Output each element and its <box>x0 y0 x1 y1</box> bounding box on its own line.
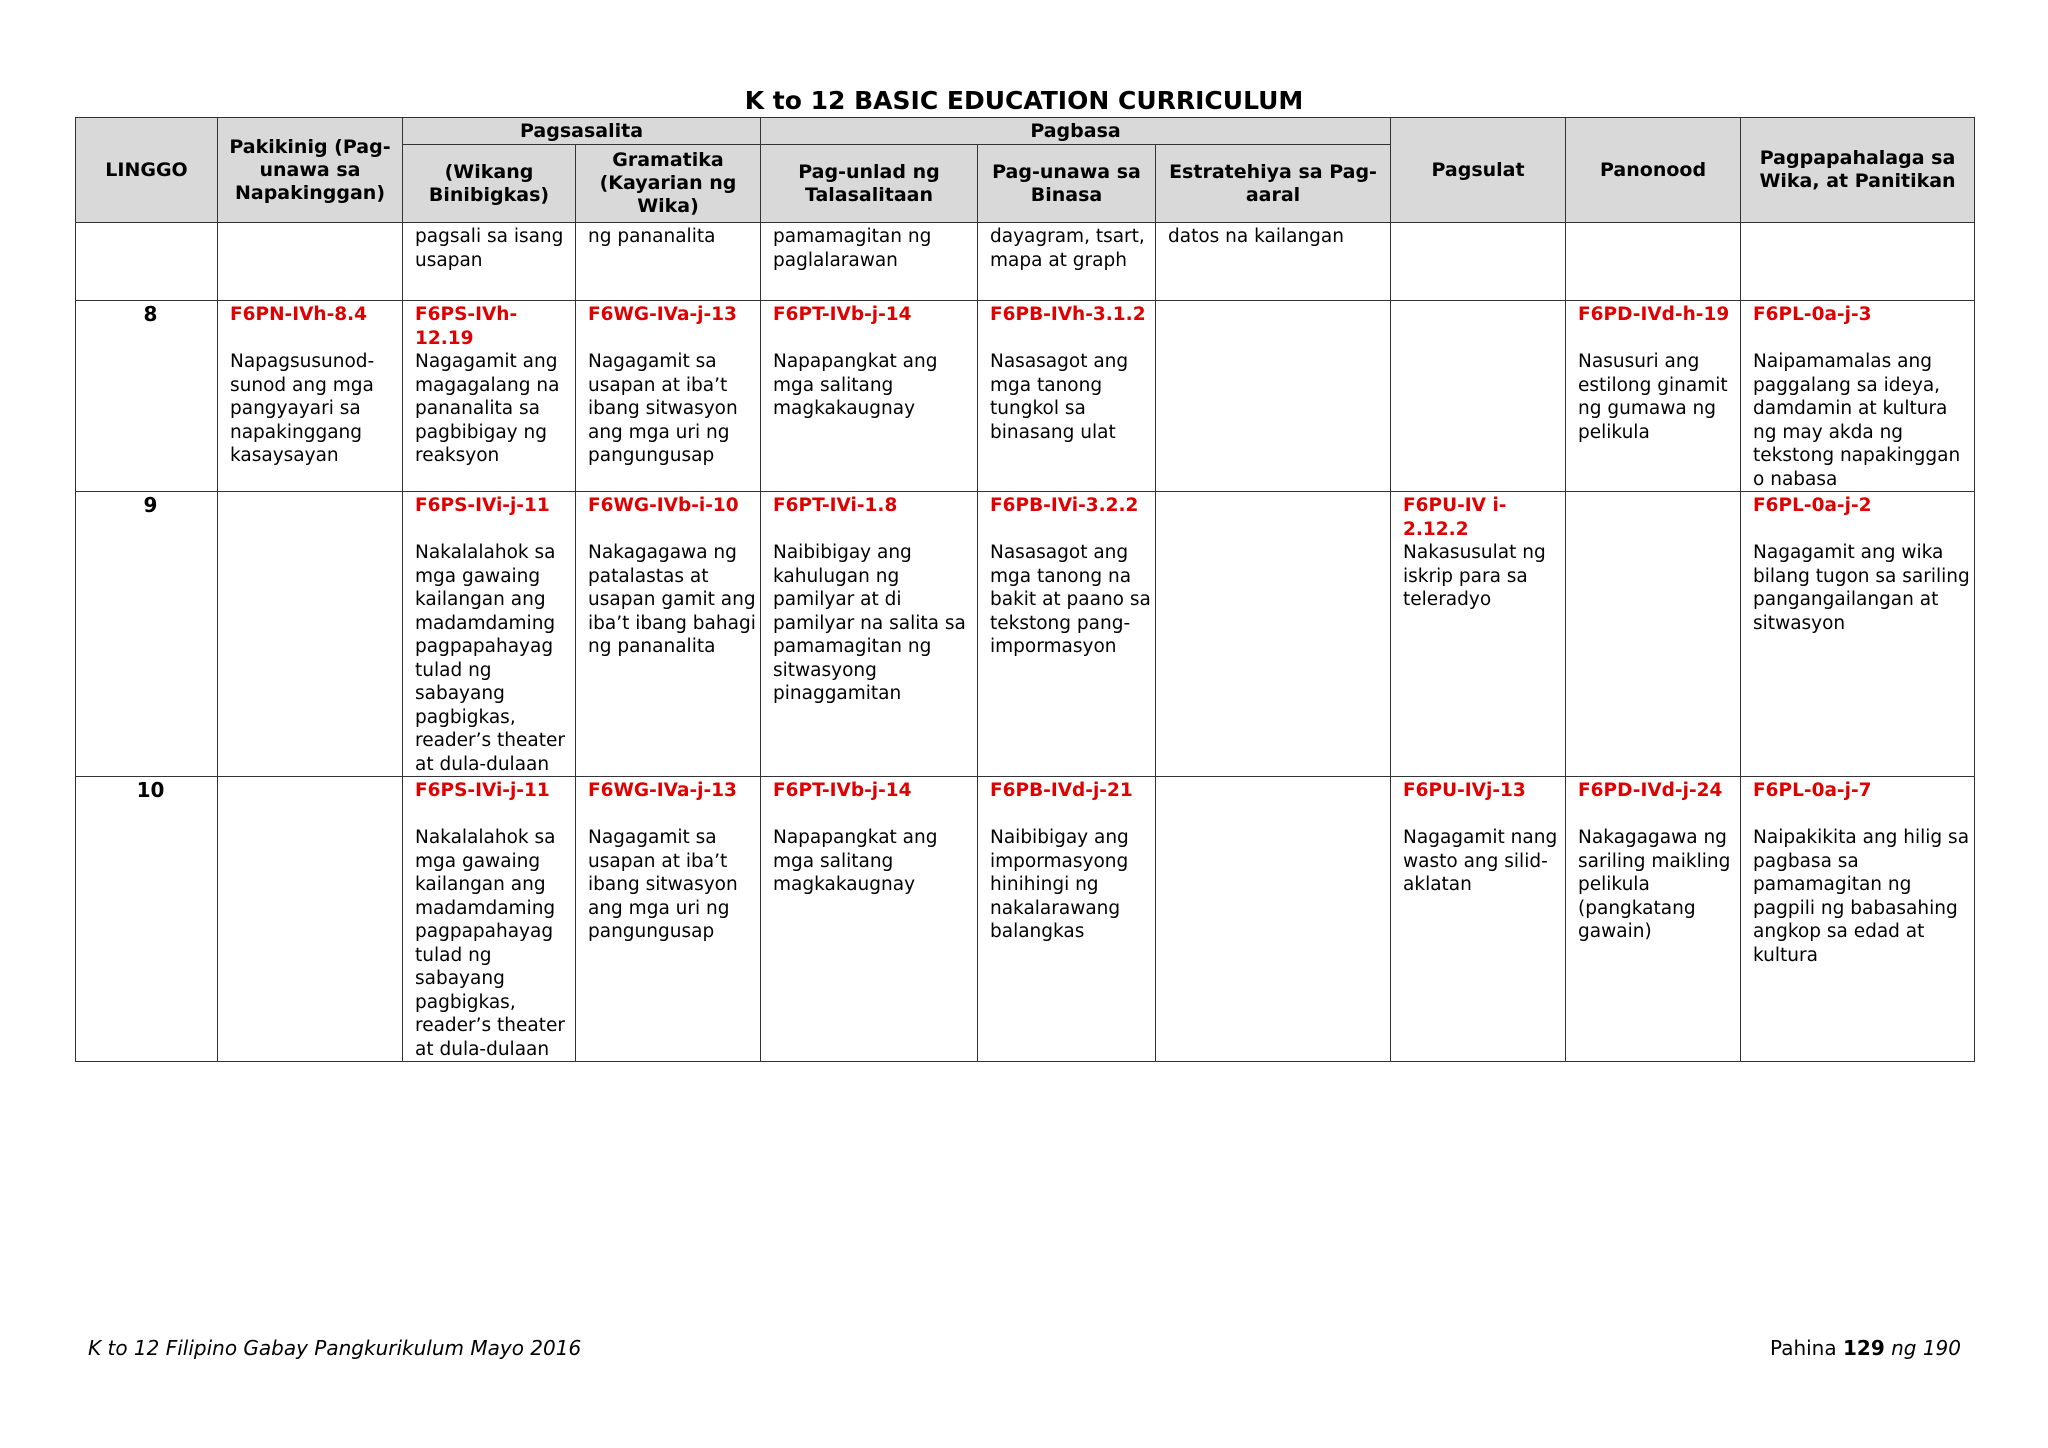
cell-text: pamamagitan ng paglalarawan <box>773 226 932 271</box>
page-label: Pahina <box>1770 1336 1837 1360</box>
table-row-week-8 <box>76 301 1975 492</box>
cell-gramatika <box>576 301 761 492</box>
cell <box>1566 223 1741 301</box>
header-pagsasalita: Pagsasalita <box>403 118 761 145</box>
cell-text: datos na kailangan <box>1168 226 1344 247</box>
competency-code: F6WG-IVa-j-13 <box>588 780 737 801</box>
competency-text: Nagagamit ang wika bilang tugon sa sariling pangangailangan at sitwasyon <box>1753 542 1970 634</box>
week-number: 10 <box>76 777 218 1062</box>
header-pagbasa: Pagbasa <box>761 118 1391 145</box>
cell-pagsulat <box>1391 301 1566 492</box>
competency-text: Naibibigay ang impormasyong hinihingi ng nakalarawang balangkas <box>990 827 1129 942</box>
competency-text: Nasasagot ang mga tanong na bakit at paano sa tekstong pang-impormasyon <box>990 542 1151 657</box>
footer-page-number <box>1770 1336 1961 1360</box>
competency-text: Naipamamalas ang paggalang sa ideya, damdamin at kultura ng may akda ng tekstong napakinggan o nabasa <box>1753 351 1961 490</box>
header-pagsulat: Pagsulat <box>1391 118 1566 223</box>
footer-document-title: K to 12 Filipino Gabay Pangkurikulum Mayo 2016 <box>88 1336 582 1360</box>
competency-code: F6PU-IVj-13 <box>1403 780 1526 801</box>
competency-text: Napapangkat ang mga salitang magkakaugnay <box>773 351 938 419</box>
cell-estratehiya <box>1156 492 1391 777</box>
table-row-continuation <box>76 223 1975 301</box>
competency-code: F6PB-IVd-j-21 <box>990 780 1133 801</box>
cell-pagpapahalaga <box>1741 301 1975 492</box>
competency-code: F6WG-IVb-i-10 <box>588 495 739 516</box>
page-title: K to 12 BASIC EDUCATION CURRICULUM <box>744 86 1304 115</box>
cell <box>1391 223 1566 301</box>
cell <box>576 223 761 301</box>
cell-pagpapahalaga <box>1741 492 1975 777</box>
cell-pag-unawa <box>978 301 1156 492</box>
cell-pagsasalita <box>403 492 576 777</box>
cell-pagpapahalaga <box>1741 777 1975 1062</box>
competency-text: Nasasagot ang mga tanong tungkol sa binasang ulat <box>990 351 1129 443</box>
page-total: ng 190 <box>1891 1336 1961 1360</box>
cell-gramatika <box>576 777 761 1062</box>
competency-text: Nagagamit nang wasto ang silid-aklatan <box>1403 827 1558 895</box>
cell-text: dayagram, tsart, mapa at graph <box>990 226 1145 271</box>
cell <box>761 223 978 301</box>
competency-text: Nakagagawa ng patalastas at usapan gamit ang iba’t ibang bahagi ng pananalita <box>588 542 756 657</box>
cell-pag-unlad <box>761 777 978 1062</box>
header-estratehiya: Estratehiya sa Pag-aaral <box>1156 145 1391 223</box>
week-number: 9 <box>76 492 218 777</box>
competency-text: Nagagamit ang magagalang na pananalita sa pagbibigay ng reaksyon <box>415 351 560 466</box>
cell <box>978 223 1156 301</box>
cell-pag-unawa <box>978 777 1156 1062</box>
header-pakikinig: Pakikinig (Pag-unawa sa Napakinggan) <box>218 118 403 223</box>
header-panonood: Panonood <box>1566 118 1741 223</box>
page-current: 129 <box>1842 1336 1885 1360</box>
competency-code: F6PB-IVh-3.1.2 <box>990 304 1146 325</box>
cell <box>218 223 403 301</box>
cell <box>76 223 218 301</box>
competency-code: F6PL-0a-j-3 <box>1753 304 1872 325</box>
competency-code: F6PS-IVi-j-11 <box>415 495 550 516</box>
cell-gramatika <box>576 492 761 777</box>
week-number: 8 <box>76 301 218 492</box>
cell <box>403 223 576 301</box>
competency-code: F6PL-0a-j-2 <box>1753 495 1872 516</box>
competency-text: Naipakikita ang hilig sa pagbasa sa pamamagitan ng pagpili ng babasahing angkop sa edad at kultura <box>1753 827 1970 966</box>
cell-panonood <box>1566 777 1741 1062</box>
cell-pagsasalita <box>403 301 576 492</box>
competency-code: F6PD-IVd-j-24 <box>1578 780 1723 801</box>
competency-text: Nakalalahok sa mga gawaing kailangan ang madamdaming pagpapahayag tulad ng sabayang pagbigkas, reader’s theater at dula-dulaan <box>415 542 565 775</box>
competency-text: Nagagamit sa usapan at iba’t ibang sitwasyon ang mga uri ng pangungusap <box>588 351 738 466</box>
header-pag-unlad: Pag-unlad ng Talasalitaan <box>761 145 978 223</box>
competency-code: F6PT-IVb-j-14 <box>773 780 912 801</box>
competency-code: F6PL-0a-j-7 <box>1753 780 1872 801</box>
cell-pakikinig <box>218 492 403 777</box>
competency-code: F6PS-IVh-12.19 <box>415 304 518 349</box>
cell-pagsulat <box>1391 492 1566 777</box>
competency-code: F6PU-IV i-2.12.2 <box>1403 495 1507 540</box>
competency-text: Naibibigay ang kahulugan ng pamilyar at di pamilyar na salita sa pamamagitan ng sitwasyong pinaggamitan <box>773 542 966 704</box>
cell <box>1741 223 1975 301</box>
competency-text: Nakagagawa ng sariling maikling pelikula (pangkatang gawain) <box>1578 827 1731 942</box>
competency-code: F6PT-IVi-1.8 <box>773 495 898 516</box>
header-pag-unawa-binasa: Pag-unawa sa Binasa <box>978 145 1156 223</box>
competency-code: F6WG-IVa-j-13 <box>588 304 737 325</box>
cell-panonood <box>1566 301 1741 492</box>
curriculum-table <box>75 117 1975 1062</box>
cell-pag-unlad <box>761 492 978 777</box>
competency-code: F6PD-IVd-h-19 <box>1578 304 1730 325</box>
cell-text: pagsali sa isang usapan <box>415 226 564 271</box>
cell <box>1156 223 1391 301</box>
competency-text: Nakasusulat ng iskrip para sa teleradyo <box>1403 542 1546 610</box>
header-pagpapahalaga: Pagpapahalaga sa Wika, at Panitikan <box>1741 118 1975 223</box>
competency-text: Nasusuri ang estilong ginamit ng gumawa ng pelikula <box>1578 351 1728 443</box>
table-row-week-10 <box>76 777 1975 1062</box>
header-gramatika: Gramatika (Kayarian ng Wika) <box>576 145 761 223</box>
header-wikang-binibigkas: (Wikang Binibigkas) <box>403 145 576 223</box>
cell-estratehiya <box>1156 301 1391 492</box>
competency-text: Nagagamit sa usapan at iba’t ibang sitwasyon ang mga uri ng pangungusap <box>588 827 738 942</box>
cell-pag-unlad <box>761 301 978 492</box>
cell-pag-unawa <box>978 492 1156 777</box>
cell-estratehiya <box>1156 777 1391 1062</box>
competency-code: F6PN-IVh-8.4 <box>230 304 368 325</box>
cell-panonood <box>1566 492 1741 777</box>
cell-text: ng pananalita <box>588 226 716 247</box>
cell-pakikinig <box>218 777 403 1062</box>
cell-pagsasalita <box>403 777 576 1062</box>
competency-code: F6PB-IVi-3.2.2 <box>990 495 1139 516</box>
competency-code: F6PT-IVb-j-14 <box>773 304 912 325</box>
cell-pagsulat <box>1391 777 1566 1062</box>
cell-pakikinig <box>218 301 403 492</box>
competency-text: Napagsusunod-sunod ang mga pangyayari sa napakinggang kasaysayan <box>230 351 375 466</box>
competency-text: Nakalalahok sa mga gawaing kailangan ang madamdaming pagpapahayag tulad ng sabayang pagbigkas, reader’s theater at dula-dulaan <box>415 827 565 1060</box>
competency-text: Napapangkat ang mga salitang magkakaugnay <box>773 827 938 895</box>
competency-code: F6PS-IVi-j-11 <box>415 780 550 801</box>
table-row-week-9 <box>76 492 1975 777</box>
header-linggo: LINGGO <box>76 118 218 223</box>
